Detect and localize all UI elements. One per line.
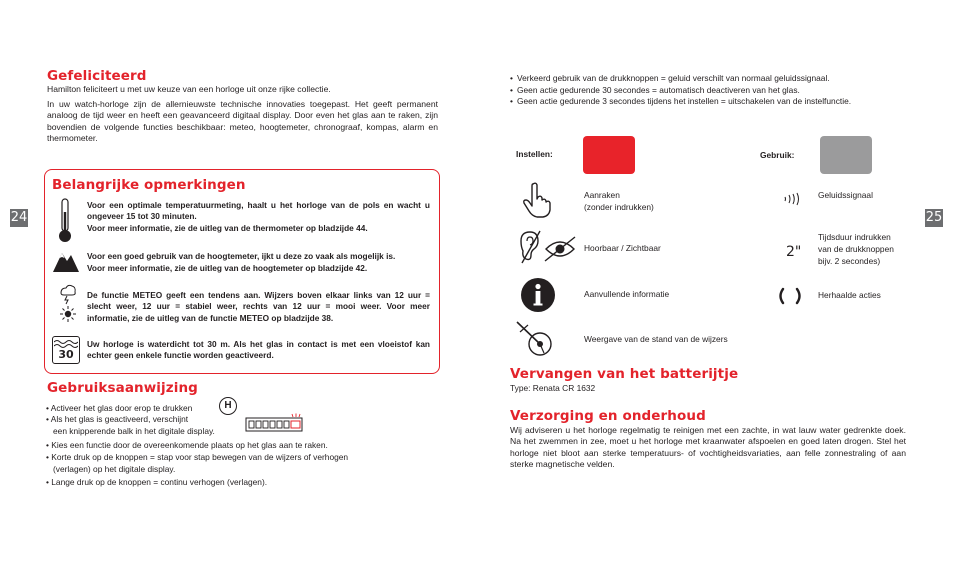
thermometer-note: Voor een optimale temperatuurmeting, haalt u het horloge van de pols en wacht u ongeveer 15 tot 30 minuten. <box>87 200 430 222</box>
ear-eye-icon <box>518 229 578 265</box>
instellen-swatch <box>583 136 635 174</box>
altimeter-reference: Voor meer informatie, zie de uitleg van de hoogtemeter op bladzijde 42. <box>87 263 368 273</box>
touch-hand-icon <box>519 181 557 219</box>
battery-type: Type: Renata CR 1632 <box>510 383 596 393</box>
top-bullet-list <box>510 73 910 108</box>
sound-signal-icon <box>781 191 803 207</box>
notes-heading: Belangrijke opmerkingen <box>52 177 246 193</box>
duration-label-3: bijv. 2 secondes) <box>818 256 881 266</box>
info-icon <box>520 277 556 313</box>
meteo-note: De functie METEO geeft een tendens aan. Wijzers boven elkaar links van 12 uur = slecht weer, 12 uur = stabiel weer, rechts van 12 uur = mooi weer. Voor meer informatie, zie de uitleg van de functie METEO op bladzijde 38. <box>87 290 430 323</box>
h-button-icon: H <box>219 397 237 415</box>
top-bullet: • Verkeerd gebruik van de drukknoppen = geluid verschilt van normaal geluidssignaal. <box>510 73 910 85</box>
gebruik-swatch <box>820 136 872 174</box>
watch-hands-icon <box>514 320 554 358</box>
intro-line: Hamilton feliciteert u met uw keuze van een horloge uit onze rijke collectie. <box>47 84 331 94</box>
usage-bullet-1: • Activeer het glas door erop te drukken <box>46 403 193 413</box>
audio-visual-label: Hoorbaar / Zichtbaar <box>584 243 661 253</box>
duration-label-2: van de drukknoppen <box>818 244 894 254</box>
duration-label-1: Tijdsduur indrukken <box>818 232 891 242</box>
top-bullet: • Geen actie gedurende 3 secondes tijdens het instellen = uitschakelen van de instelfunctie. <box>510 96 910 108</box>
touch-label: Aanraken <box>584 190 620 200</box>
thermometer-icon <box>56 198 74 244</box>
digital-display-icon <box>245 413 305 433</box>
usage-heading: Gebruiksaanwijzing <box>47 380 198 396</box>
battery-heading: Vervangen van het batterijtje <box>510 366 739 382</box>
usage-bullet-2b: een knipperende balk in het digitale display. <box>53 426 215 436</box>
repeat-label: Herhaalde acties <box>818 290 881 300</box>
intro-paragraph: In uw watch-horloge zijn de allernieuwste technische innovaties toegepast. Het geeft permanent analoog de tijd weer en heeft een geavanceerd digitaal display. Door even het glas aan te raken, zijn bovendien de volgende functies beschikbaar: meteo, hoogtemeter, chronograaf, kompas, alarm en thermometer. <box>47 99 438 144</box>
usage-bullet-4a: • Korte druk op de knoppen = stap voor stap bewegen van de wijzers of verhogen <box>46 452 349 462</box>
water-note: Uw horloge is waterdicht tot 30 m. Als het glas in contact is met een vloeistof kan echter geen enkele functie worden geactiveerd. <box>87 339 430 361</box>
weather-icon <box>58 283 78 323</box>
mountain-icon <box>52 245 80 273</box>
usage-bullet-2a: • Als het glas is geactiveerd, verschijnt <box>46 414 189 424</box>
usage-bullet-4b: (verlagen) op het digitale display. <box>53 464 176 474</box>
hands-label: Weergave van de stand van de wijzers <box>584 334 728 344</box>
care-paragraph: Wij adviseren u het horloge regelmatig te reinigen met een zachte, in wat lauw water gedrenkte doek. Na het zwemmen in zee, moet u het horloge met kraanwater afspoelen en goed laten drogen. Stel het horloge niet bloot aan sterke temperatuurs- of vochtigheidsvariaties, aan felle zonnestraling of aan sterke magnetische velden. <box>510 425 906 470</box>
top-bullet: • Geen actie gedurende 30 secondes = automatisch deactiveren van het glas. <box>510 85 910 97</box>
gebruik-label: Gebruik: <box>760 150 795 160</box>
page-number-right: 25 <box>925 210 943 225</box>
repeat-icon <box>777 287 803 305</box>
instellen-label: Instellen: <box>516 149 553 159</box>
info-label: Aanvullende informatie <box>584 289 670 299</box>
page-number-left: 24 <box>10 210 28 225</box>
water-resistance-icon <box>52 336 80 364</box>
usage-bullet-3: • Kies een functie door de overeenkomende plaats op het glas aan te raken. <box>46 440 328 450</box>
sound-label: Geluidssignaal <box>818 190 873 200</box>
intro-heading: Gefeliciteerd <box>47 68 147 84</box>
altimeter-note: Voor een goed gebruik van de hoogtemeter, ijkt u deze zo vaak als mogelijk is. <box>87 251 396 261</box>
water-depth-label: 30 <box>58 348 74 361</box>
duration-mark: 2" <box>786 244 802 260</box>
usage-bullet-5: • Lange druk op de knoppen = continu verhogen (verlagen). <box>46 477 268 487</box>
thermometer-reference: Voor meer informatie, zie de uitleg van de thermometer op bladzijde 44. <box>87 223 368 233</box>
touch-sublabel: (zonder indrukken) <box>584 202 654 212</box>
care-heading: Verzorging en onderhoud <box>510 408 706 424</box>
